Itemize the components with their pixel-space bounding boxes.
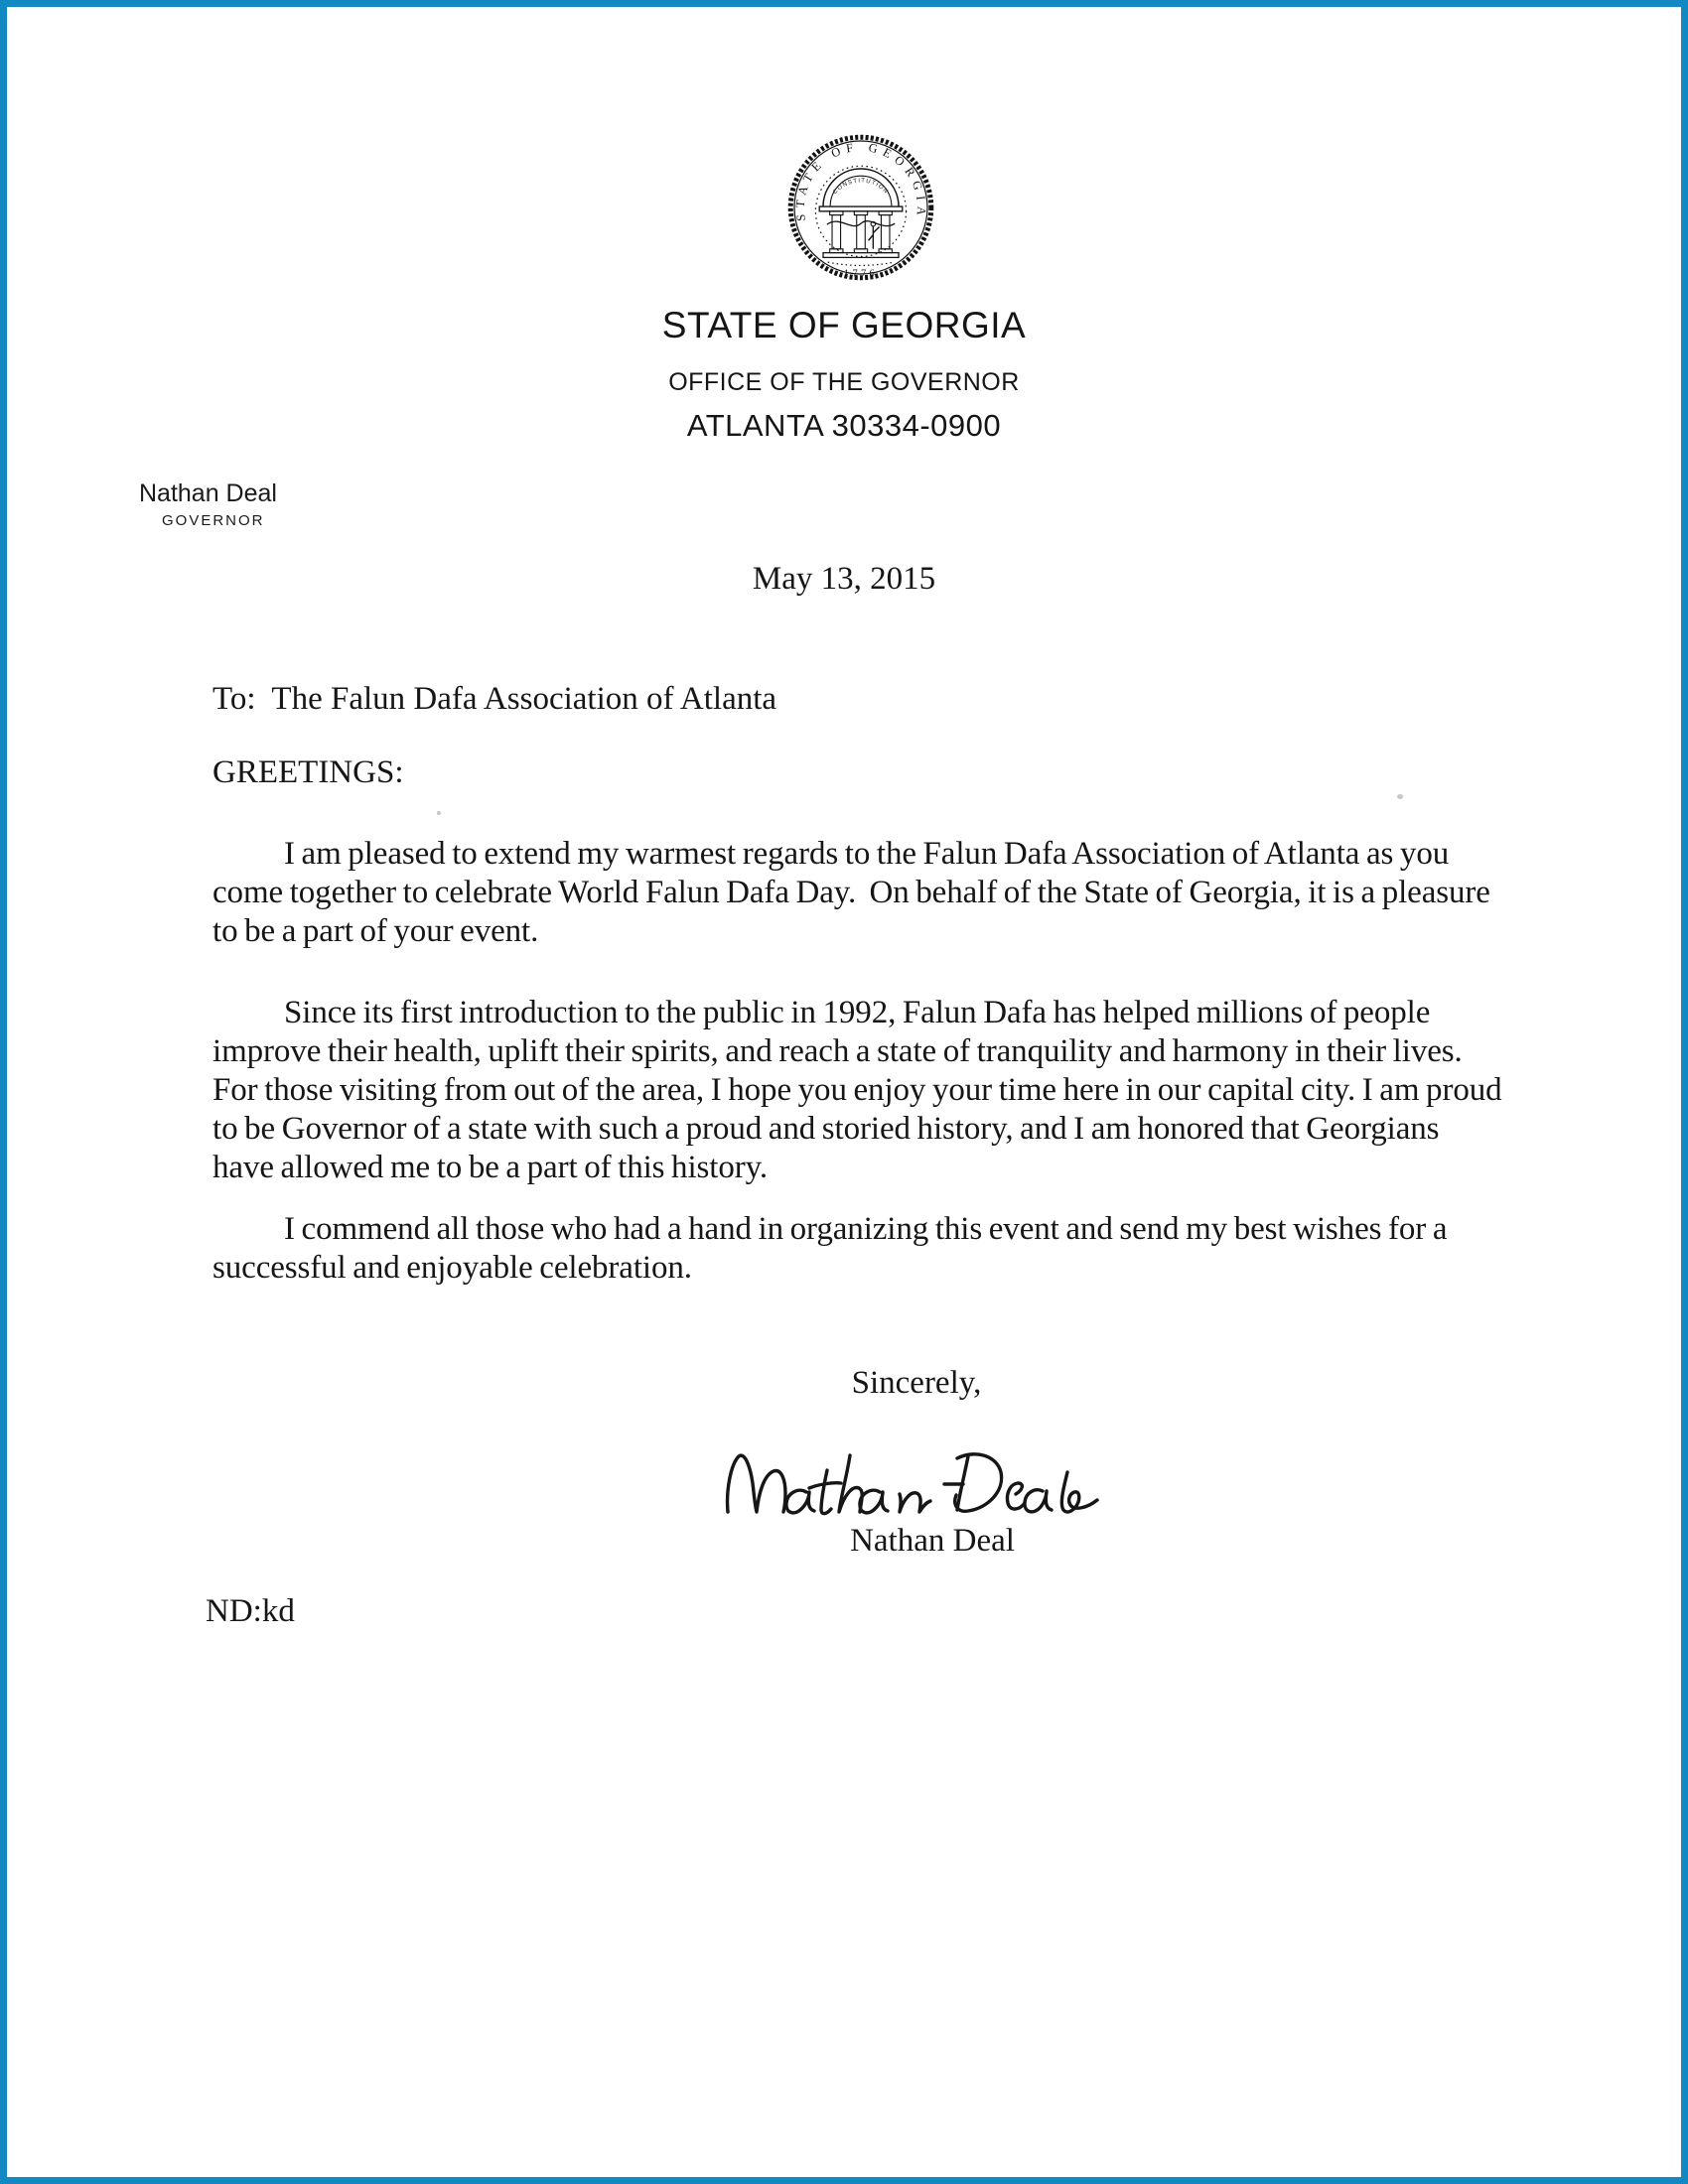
scan-artifact-speck bbox=[1397, 794, 1403, 799]
seal-ribbon bbox=[827, 221, 895, 226]
closing-word: Sincerely, bbox=[851, 1365, 982, 1401]
seal-figure bbox=[869, 221, 880, 248]
salutation-line: GREETINGS: bbox=[212, 754, 404, 790]
seal-arch-text: CONSTITUTION bbox=[832, 178, 890, 197]
georgia-state-seal-icon bbox=[785, 132, 936, 283]
signature-handwriting bbox=[718, 1444, 1127, 1528]
letterhead-address-line: ATLANTA 30334-0900 bbox=[686, 408, 1002, 443]
body-paragraph-2: Since its first introduction to the public in 1992, Falun Dafa has helped millions of people improve their health, uplift their spirits, and reach a state of tranquility and harmony in their lives. For those visiting from out of the area, I hope you enjoy your time here in our capital city. I am proud to be Governor of a state with such a proud and storied history, and I am honored that Georgians have allowed me to be a part of this history. bbox=[212, 995, 1509, 1185]
seal-ring-text: STATE OF GEORGIA bbox=[792, 139, 929, 222]
recipient-line: To: The Falun Dafa Association of Atlanta bbox=[212, 681, 777, 717]
letterhead-office-line: OFFICE OF THE GOVERNOR bbox=[668, 368, 1020, 396]
signer-typed-name: Nathan Deal bbox=[850, 1523, 1015, 1559]
governor-title: GOVERNOR bbox=[162, 511, 265, 529]
governor-name: Nathan Deal bbox=[139, 479, 277, 507]
svg-text:CONSTITUTION bbox=[832, 178, 889, 196]
seal-columns bbox=[830, 211, 893, 253]
typist-initials: ND:kd bbox=[206, 1593, 295, 1629]
scan-artifact-speck bbox=[437, 811, 441, 815]
seal-year: 1776 bbox=[843, 268, 879, 280]
body-paragraph-3: I commend all those who had a hand in organizing this event and send my best wishes for a successful and enjoyable celebration. bbox=[212, 1211, 1455, 1286]
letter-date: May 13, 2015 bbox=[752, 561, 936, 597]
body-paragraph-1: I am pleased to extend my warmest regards to the Falun Dafa Association of Atlanta as you come together to celebrate World Falun Dafa Day. On behalf of the State of Georgia, it is a pleasure to be a part of your event. bbox=[212, 836, 1497, 949]
governor-name-block bbox=[139, 480, 277, 529]
letterhead-state-name: STATE OF GEORGIA bbox=[661, 305, 1027, 345]
